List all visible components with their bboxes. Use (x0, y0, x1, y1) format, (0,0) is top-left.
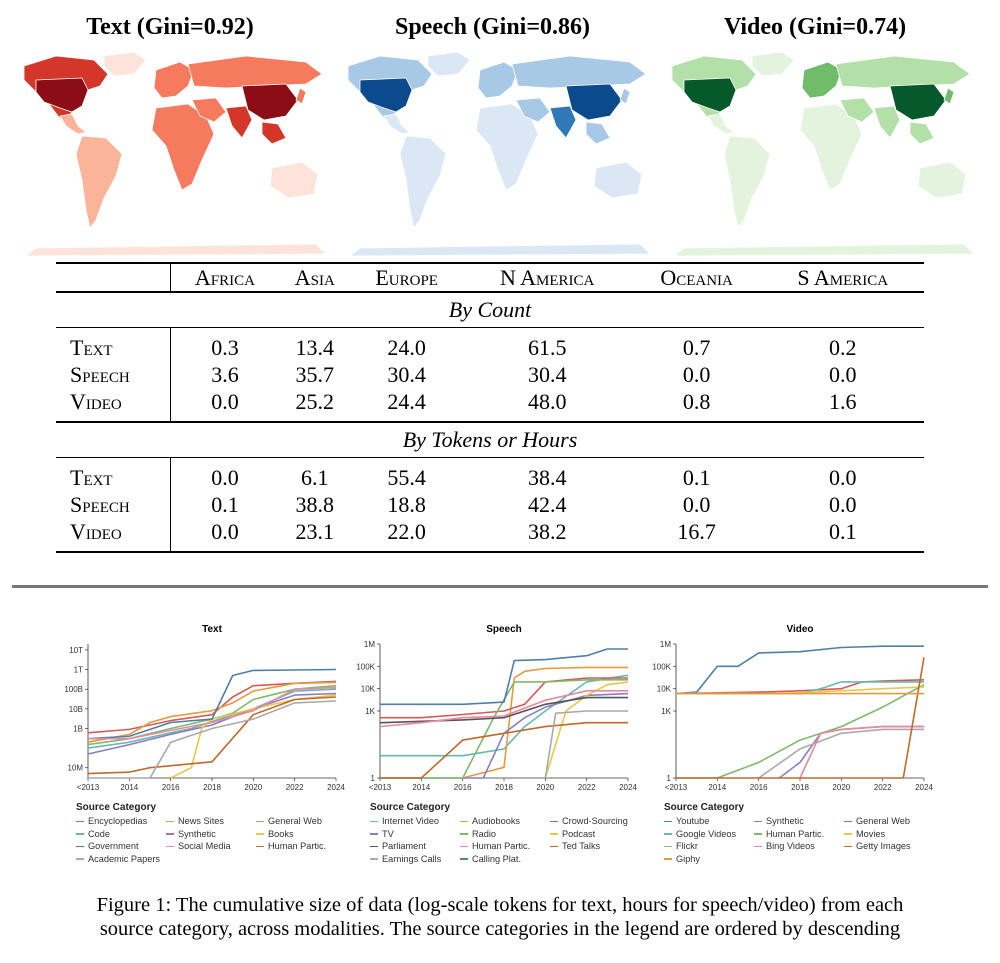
region-antarctica (674, 244, 974, 256)
legend-item (166, 829, 216, 839)
legend-swatch (754, 846, 762, 848)
legend-swatch (754, 833, 762, 835)
table-cell: 30.4 (527, 361, 567, 387)
table-cell: 25.2 (295, 388, 335, 414)
legend-label: Internet Video (382, 816, 440, 826)
series-line-earnings-calls (545, 711, 628, 778)
x-tick-label: 2020 (832, 783, 851, 792)
legend-item (664, 816, 709, 826)
region-southeast-asia (262, 122, 286, 144)
map-title-video: Video (Gini=0.74) (723, 14, 907, 40)
chart-title: Text (202, 624, 222, 635)
map-title-text: Text (Gini=0.92) (86, 14, 254, 40)
chart-title: Speech (486, 624, 522, 635)
region-australia (918, 162, 966, 198)
legend-item (256, 816, 322, 826)
x-tick-label: 2024 (327, 783, 345, 792)
table-cell: 55.4 (387, 464, 426, 490)
region-usa (360, 78, 412, 112)
legend-item (844, 816, 910, 826)
x-tick-label: 2014 (412, 783, 431, 792)
chart-speech (340, 620, 640, 795)
y-tick-label: 100K (652, 662, 671, 672)
legend-item (76, 829, 110, 839)
region-russia (512, 56, 646, 88)
legend-swatch (664, 821, 672, 823)
region-antarctica (350, 244, 650, 256)
y-tick-label: 10K (656, 684, 671, 694)
row-label: Text (56, 328, 171, 362)
table-cell: 0.0 (829, 491, 857, 517)
x-tick-label: 2020 (536, 783, 555, 792)
table-cell: 23.1 (295, 518, 335, 544)
table-cell: 0.0 (211, 518, 239, 544)
legend-swatch (460, 821, 468, 823)
region-india (226, 106, 252, 138)
x-tick-label: 2016 (749, 783, 768, 792)
map-title-speech: Speech (Gini=0.86) (394, 14, 590, 40)
table-cell: 24.4 (387, 388, 426, 414)
table-cell: 38.4 (527, 464, 567, 490)
table-cell: 30.4 (387, 361, 426, 387)
legend-text (76, 802, 346, 862)
region-europe (478, 62, 518, 98)
table-cell: 0.0 (829, 361, 857, 387)
region-greenland (752, 52, 794, 76)
x-tick-label: <2013 (664, 783, 688, 792)
y-tick-label: 100B (64, 685, 83, 695)
legend-label: Movies (856, 828, 886, 839)
region-central-america (384, 114, 410, 134)
row-label: Video (56, 518, 171, 552)
legend-swatch (370, 833, 378, 835)
table-row (56, 328, 924, 362)
table-cell: 0.0 (211, 388, 239, 414)
table-cell: 6.1 (301, 464, 329, 490)
legend-label: Getty Images (856, 841, 911, 851)
y-tick-label: 1T (73, 665, 83, 675)
region-southeast-asia (910, 122, 934, 144)
region-china (890, 84, 946, 120)
table-cell: 35.7 (295, 361, 335, 387)
legend-label: TV (382, 828, 394, 839)
legend-label: Google Videos (676, 828, 737, 839)
legend-label: Parliament (382, 841, 426, 851)
y-tick-label: 10K (360, 684, 375, 694)
legend-item (754, 816, 804, 826)
legend-swatch (844, 821, 852, 823)
row-label: Text (56, 458, 171, 492)
legend-label: Academic Papers (88, 853, 161, 864)
series-line-ted-talks (380, 723, 628, 778)
table-cell: 13.4 (295, 334, 335, 360)
y-tick-label: 1K (661, 707, 671, 716)
y-tick-label: 1 (666, 774, 671, 783)
chart-video (636, 620, 936, 795)
legend-item (460, 854, 521, 864)
y-tick-label: 1 (370, 774, 375, 783)
table-cell: 61.5 (527, 334, 567, 360)
series-line-youtube (676, 646, 924, 693)
figure-caption (0, 893, 1000, 941)
legend-swatch (550, 833, 558, 835)
legend-label: Podcast (562, 828, 596, 839)
legend-label: Crowd-Sourcing (562, 816, 628, 826)
x-tick-label: 2016 (161, 783, 180, 792)
region-central-america (60, 114, 86, 134)
legend-label: Human Partic. (472, 841, 531, 851)
world-map-video (664, 50, 982, 260)
legend-swatch (460, 846, 468, 848)
x-tick-label: 2024 (619, 783, 637, 792)
legend-item (370, 841, 426, 851)
table-cell: 0.0 (682, 491, 711, 517)
legend-swatch (256, 821, 264, 823)
x-tick-label: 2022 (577, 783, 596, 792)
region-greenland (428, 52, 470, 76)
legend-item (550, 841, 600, 851)
series-line-podcast (545, 682, 628, 778)
legend-swatch (256, 833, 264, 835)
legend-video (664, 802, 934, 874)
legend-swatch (370, 821, 378, 823)
y-tick-label: 1M (363, 640, 375, 649)
legend-swatch (166, 846, 174, 848)
region-share-table (56, 262, 924, 553)
chart-title: Video (786, 624, 814, 635)
legend-item (460, 816, 520, 826)
legend-item (370, 816, 439, 826)
table-cell: 24.0 (387, 334, 426, 360)
y-tick-label: 100K (356, 662, 375, 672)
region-japan (620, 88, 630, 104)
region-europe (802, 62, 842, 98)
table-cell: 0.8 (682, 388, 711, 414)
x-tick-label: 2018 (791, 783, 809, 792)
legend-item (844, 841, 911, 851)
table-cell: 48.0 (527, 388, 567, 414)
table-cell: 0.1 (829, 518, 857, 544)
legend-label: Ted Talks (562, 841, 601, 851)
legend-label: Social Media (178, 841, 231, 851)
table-cell: 0.0 (211, 464, 239, 490)
section-title: By Count (448, 297, 532, 322)
legend-label: General Web (856, 816, 910, 826)
region-usa (684, 78, 736, 112)
table-cell: 0.2 (829, 334, 857, 360)
legend-label: News Sites (178, 816, 224, 826)
table-cell: 0.3 (211, 334, 239, 360)
region-greenland (104, 52, 146, 76)
legend-label: Giphy (676, 853, 701, 864)
series-line-books (171, 695, 336, 778)
legend-label: Bing Videos (766, 841, 815, 851)
legend-title: Source Category (370, 802, 451, 813)
table-header-row (56, 263, 924, 292)
region-southeast-asia (586, 122, 610, 144)
legend-item (844, 829, 885, 839)
legend-item (550, 829, 595, 839)
legend-swatch (844, 833, 852, 835)
series-line-flickr (759, 729, 924, 778)
section-title: By Tokens or Hours (402, 427, 578, 452)
legend-label: Synthetic (766, 816, 804, 826)
legend-title: Source Category (664, 802, 745, 813)
legend-swatch (754, 821, 762, 823)
section-title-row (56, 422, 924, 458)
x-tick-label: 2018 (203, 783, 221, 792)
table-cell: 22.0 (387, 518, 426, 544)
table-row (56, 518, 924, 552)
section-title-row (56, 292, 924, 328)
x-tick-label: 2022 (285, 783, 304, 792)
legend-swatch (370, 858, 378, 860)
table-row (56, 388, 924, 422)
region-australia (594, 162, 642, 198)
legend-item (370, 829, 394, 839)
legend-label: Radio (472, 828, 497, 839)
legend-swatch (550, 846, 558, 848)
region-japan (296, 88, 306, 104)
legend-swatch (664, 846, 672, 848)
series-line-getty-images (676, 657, 924, 778)
legend-swatch (76, 858, 84, 860)
region-south-america (724, 136, 770, 228)
legend-item (460, 841, 530, 851)
x-tick-label: <2013 (368, 783, 392, 792)
x-tick-label: 2016 (453, 783, 472, 792)
legend-swatch (76, 833, 84, 835)
region-china (242, 84, 298, 120)
legend-item (754, 829, 824, 839)
region-south-america (76, 136, 122, 228)
legend-item (370, 854, 441, 864)
legend-item (664, 829, 736, 839)
legend-item (460, 829, 496, 839)
legend-label: Synthetic (178, 828, 216, 839)
table-cell: 38.8 (295, 491, 335, 517)
region-russia (836, 56, 970, 88)
col-header: N America (499, 264, 595, 290)
col-header: Europe (375, 264, 438, 290)
chart-text (48, 620, 348, 795)
y-tick-label: 10M (67, 763, 83, 773)
y-tick-label: 1K (365, 707, 375, 716)
legend-label: Youtube (676, 816, 710, 826)
legend-label: Audiobooks (472, 816, 521, 826)
x-tick-label: 2018 (495, 783, 513, 792)
table-row (56, 458, 924, 492)
legend-label: Human Partic. (268, 841, 327, 851)
legend-swatch (166, 821, 174, 823)
table-cell: 0.1 (682, 464, 711, 490)
legend-item (76, 841, 139, 851)
legend-title: Source Category (76, 802, 157, 813)
region-antarctica (26, 244, 326, 256)
table-cell: 18.8 (387, 491, 426, 517)
table-cell: 0.0 (682, 361, 711, 387)
x-tick-label: 2024 (915, 783, 933, 792)
legend-label: Government (88, 841, 139, 851)
x-tick-label: 2014 (120, 783, 139, 792)
legend-label: Books (268, 828, 294, 839)
table-cell: 16.7 (677, 518, 716, 544)
table-row (56, 361, 924, 388)
table-corner (56, 263, 171, 292)
x-tick-label: 2020 (244, 783, 263, 792)
region-australia (270, 162, 318, 198)
table-cell: 42.4 (527, 491, 567, 517)
legend-item (256, 829, 294, 839)
legend-swatch (256, 846, 264, 848)
section-divider (12, 585, 988, 588)
legend-item (166, 816, 224, 826)
legend-swatch (370, 846, 378, 848)
series-line-human-partic (676, 685, 924, 778)
legend-label: General Web (268, 816, 322, 826)
row-label: Video (56, 388, 171, 422)
y-tick-label: 10T (69, 645, 83, 655)
legend-swatch (166, 833, 174, 835)
region-india (550, 106, 576, 138)
chart-axes (676, 644, 924, 778)
legend-item (76, 854, 160, 864)
region-europe (154, 62, 194, 98)
caption-line-1: Figure 1: The cumulative size of data (log-scale tokens for text, hours for speech/video) from each (96, 894, 904, 916)
col-header: S America (797, 264, 889, 290)
legend-item (256, 841, 326, 851)
legend-swatch (460, 833, 468, 835)
legend-label: Earnings Calls (382, 853, 442, 864)
series-line-synthetic (779, 727, 924, 778)
x-tick-label: 2022 (873, 783, 892, 792)
table-cell: 38.2 (527, 518, 567, 544)
legend-label: Encyclopedias (88, 816, 148, 826)
region-usa (36, 78, 88, 112)
legend-swatch (76, 846, 84, 848)
x-tick-label: <2013 (76, 783, 100, 792)
col-header: Oceania (660, 264, 733, 290)
region-russia (188, 56, 322, 88)
caption-line-2: source category, across modalities. The source categories in the legend are ordered by descending (99, 918, 901, 940)
region-central-america (708, 114, 734, 134)
table-cell: 0.0 (829, 464, 857, 490)
legend-speech (370, 802, 640, 862)
table-cell: 1.6 (829, 388, 857, 414)
col-header: Africa (194, 264, 255, 290)
legend-item (550, 816, 628, 826)
world-map-text (16, 50, 334, 260)
legend-item (166, 841, 231, 851)
legend-label: Flickr (676, 841, 698, 851)
region-india (874, 106, 900, 138)
legend-swatch (76, 821, 84, 823)
y-tick-label: 1M (659, 640, 671, 649)
x-tick-label: 2014 (708, 783, 727, 792)
legend-label: Human Partic. (766, 828, 825, 839)
row-label: Speech (56, 361, 171, 388)
region-south-america (400, 136, 446, 228)
legend-swatch (664, 833, 672, 835)
world-map-speech (340, 50, 658, 260)
region-china (566, 84, 622, 120)
legend-item (76, 816, 147, 826)
y-tick-label: 10B (68, 704, 83, 714)
legend-label: Code (88, 828, 110, 839)
col-header: Asia (294, 264, 335, 290)
table-cell: 3.6 (211, 361, 239, 387)
legend-swatch (844, 846, 852, 848)
legend-swatch (550, 821, 558, 823)
table-cell: 0.1 (211, 491, 239, 517)
legend-swatch (460, 858, 468, 860)
row-label: Speech (56, 491, 171, 518)
region-japan (944, 88, 954, 104)
legend-item (664, 841, 698, 851)
legend-item (754, 841, 815, 851)
table-row (56, 491, 924, 518)
legend-item (664, 854, 700, 864)
table-cell: 0.7 (682, 334, 711, 360)
legend-swatch (664, 858, 672, 860)
legend-label: Calling Plat. (472, 853, 522, 864)
y-tick-label: 1B (73, 724, 83, 734)
